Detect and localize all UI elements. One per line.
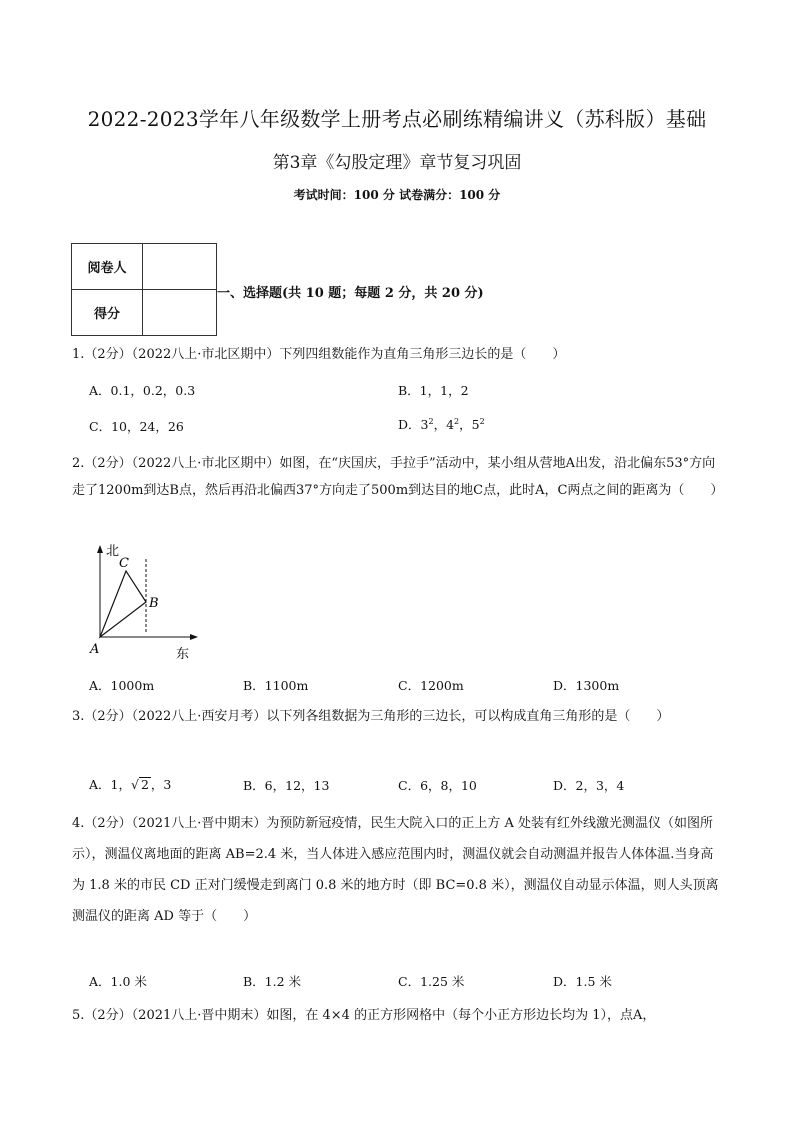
- q1-option-d: D．$3^2$，$4^2$，$5^2$: [398, 416, 485, 432]
- document-title: 2022-2023学年八年级数学上册考点必刷练精编讲义（苏科版）基础: [87, 107, 707, 131]
- direction-figure: [86, 541, 216, 666]
- section-heading: 一、选择题(共 10 题；每题 2 分，共 20 分): [217, 286, 484, 301]
- sqrt-icon: √: [130, 777, 139, 792]
- question-3: 3.（2分）（2022八上·西安月考）以下列各组数据为三角形的三边长，可以构成直角三角形的是（ ）: [72, 709, 670, 724]
- score-cell: [143, 290, 217, 336]
- q4-option-c: C．1.25 米: [398, 974, 465, 989]
- q3-option-a: [89, 775, 171, 793]
- q2-option-b: B．1100m: [243, 678, 309, 693]
- q4-option-a: A．1.0 米: [89, 974, 147, 989]
- q2-option-d: D．1300m: [553, 678, 620, 693]
- q1-exp-2: 2: [454, 416, 460, 426]
- q4-option-d: D．1.5 米: [553, 974, 612, 989]
- q3-option-a-suffix: ，3: [150, 777, 172, 792]
- north-arrow-icon: [97, 545, 103, 553]
- score-table: [71, 243, 217, 336]
- reviewer-label: 阅卷人: [72, 244, 143, 290]
- exam-info: 考试时间：100 分 试卷满分：100 分: [293, 188, 501, 202]
- question-1: 1.（2分）（2022八上·市北区期中）下列四组数能作为直角三角形三边长的是（ ）: [72, 347, 566, 362]
- point-c-label: C: [119, 556, 129, 571]
- q1-exp-3: 2: [479, 416, 485, 426]
- q3-option-b: B．6，12，13: [243, 778, 330, 793]
- east-arrow-icon: [190, 634, 198, 640]
- q1-option-a: A．0.1，0.2，0.3: [89, 383, 196, 398]
- score-label: 得分: [72, 290, 143, 336]
- q1-base-1: 3: [420, 417, 429, 432]
- chapter-subtitle: 第3章《勾股定理》章节复习巩固: [272, 153, 522, 173]
- q3-option-a-prefix: A．1，: [89, 777, 131, 792]
- question-2: 2.（2分）（2022八上·市北区期中）如图，在“庆国庆，手拉手”活动中，某小组从营地A出发，沿北偏东53°方向走了1200m到达B点，然后再沿北偏西37°方向走了500m到达目的地C点，此时A，C两点之间的距离为（ ）: [72, 456, 724, 498]
- point-b-label: B: [149, 596, 159, 611]
- triangle-acb: [100, 571, 146, 637]
- question-5: 5.（2分）（2021八上·晋中期末）如图，在 4×4 的正方形网格中（每个小正方形边长均为 1），点A，: [72, 1008, 656, 1023]
- q1-exp-1: 2: [428, 416, 434, 426]
- q1-base-2: 4: [446, 417, 455, 432]
- q3-option-c: C．6，8，10: [398, 778, 477, 793]
- point-a-label: A: [90, 642, 100, 657]
- north-label: 北: [106, 544, 120, 559]
- q2-option-a: A．1000m: [89, 678, 155, 693]
- q3-option-d: D．2，3，4: [553, 778, 625, 793]
- q1-option-c: C．10，24，26: [89, 419, 184, 434]
- east-label: 东: [176, 647, 190, 662]
- q1-option-b: B．1，1，2: [398, 383, 469, 398]
- q2-option-c: C．1200m: [398, 678, 464, 693]
- q1-option-d-prefix: D．: [398, 417, 421, 432]
- question-4: 4.（2分）（2021八上·晋中期末）为预防新冠疫情，民生大院入口的正上方 A 处装有红外线激光测温仪（如图所示），测温仪离地面的距离 AB=2.4 米，当人体进入感应范围内时，测温仪就会自动测温并报告人体体温.当身高为 1.8 米的市民 CD 正对门缓慢走到离门 0.8 米的地方时（即 BC=0.8 米），测温仪自动显示体温，则人头顶离测温仪的距离 AD 等于（ ）: [72, 816, 719, 924]
- q3-radicand: 2: [140, 777, 149, 792]
- reviewer-cell: [143, 244, 217, 290]
- q1-base-3: 5: [471, 417, 480, 432]
- q4-option-b: B．1.2 米: [243, 974, 302, 989]
